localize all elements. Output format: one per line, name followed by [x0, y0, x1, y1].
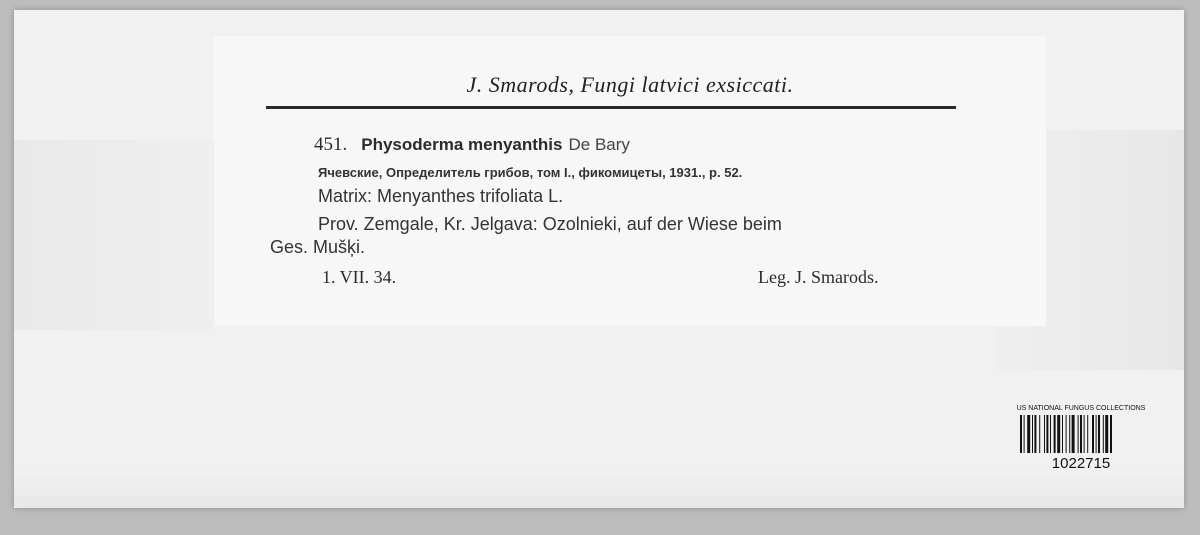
barcode-number: 1022715 — [1051, 455, 1111, 472]
barcode-bar — [1105, 415, 1108, 453]
barcode-bar — [1020, 415, 1022, 453]
header-rule — [266, 106, 956, 109]
barcode-bar — [1066, 415, 1067, 453]
barcode-bar — [1080, 415, 1082, 453]
barcode-bar — [1032, 415, 1033, 453]
barcode-bar — [1087, 415, 1088, 453]
barcode-bar — [1084, 415, 1085, 453]
envelope-shade-left — [14, 140, 214, 330]
barcode-bar — [1096, 415, 1097, 453]
barcode-bar — [1110, 415, 1112, 453]
reference-line: Ячевские, Определитель грибов, том I., фикомицеты, 1931., p. 52. — [318, 165, 743, 180]
barcode-bar — [1057, 415, 1060, 453]
collection-date: 1. VII. 34. — [322, 267, 397, 287]
species-line — [314, 134, 630, 156]
barcode-bars — [1020, 415, 1142, 453]
barcode-bar — [1034, 415, 1036, 453]
specimen-label — [214, 36, 1046, 326]
species-author: De Bary — [568, 135, 630, 154]
barcode-header: US NATIONAL FUNGUS COLLECTIONS — [1016, 405, 1146, 412]
barcode-bar — [1027, 415, 1030, 453]
barcode-bar — [1039, 415, 1040, 453]
locality-line-1: Prov. Zemgale, Kr. Jelgava: Ozolnieki, auf der Wiese beim — [318, 214, 782, 234]
barcode-bar — [1024, 415, 1025, 453]
barcode-bar — [1044, 415, 1045, 453]
barcode-bar — [1069, 415, 1070, 453]
barcode-bar — [1046, 415, 1048, 453]
barcode-bar — [1072, 415, 1075, 453]
collector: Leg. J. Smarods. — [758, 267, 879, 287]
barcode-bar — [1103, 415, 1104, 453]
barcode-bar — [1092, 415, 1094, 453]
envelope-shade-bottom — [14, 468, 1184, 508]
matrix-line: Matrix: Menyanthes trifoliata L. — [318, 186, 564, 206]
barcode-bar — [1050, 415, 1051, 453]
locality-line-2: Ges. Mušķi. — [270, 237, 366, 257]
species-name: Physoderma menyanthis — [361, 135, 563, 154]
barcode-bar — [1062, 415, 1063, 453]
barcode-bar — [1078, 415, 1079, 453]
specimen-number: 451. — [314, 134, 348, 155]
barcode-bar — [1098, 415, 1100, 453]
label-header: J. Smarods, Fungi latvici exsiccati. — [466, 72, 794, 97]
barcode-label — [1006, 405, 1156, 471]
barcode-bar — [1054, 415, 1056, 453]
